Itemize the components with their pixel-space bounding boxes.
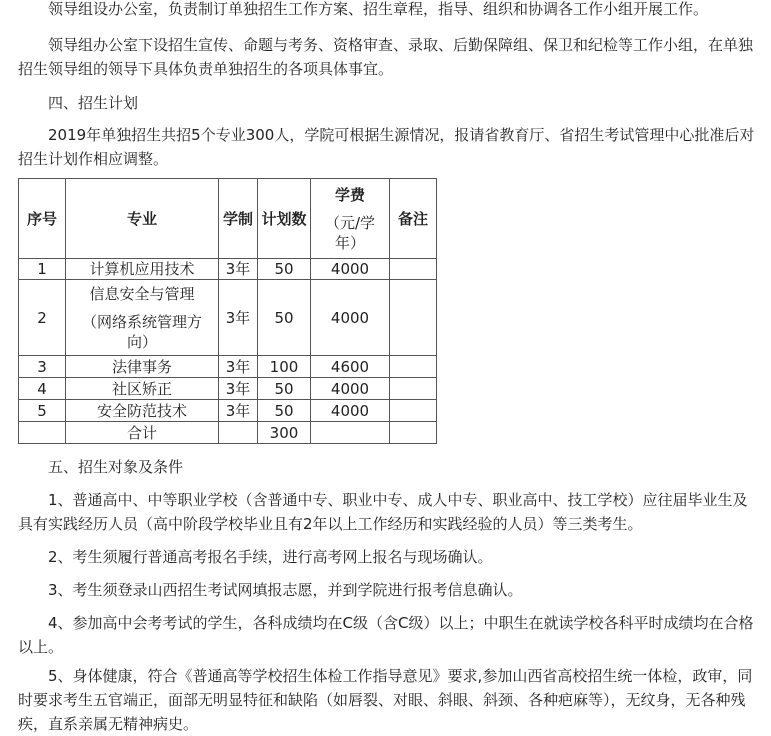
paragraph-condition-3: 3、考生须登录山西招生考试网填报志愿，并到学院进行报考信息确认。 — [48, 581, 523, 599]
cell-fee — [311, 422, 390, 444]
cell-major — [66, 280, 219, 356]
table-header-row — [19, 179, 437, 259]
cell-note — [390, 378, 437, 400]
enrollment-plan-table — [18, 178, 437, 444]
section-heading-enrollment-plan: 四、招生计划 — [48, 94, 139, 112]
table-row — [19, 280, 437, 356]
cell-years: 3年 — [219, 280, 258, 356]
cell-plan: 50 — [258, 378, 311, 400]
header-fee-line3: 年） — [334, 233, 365, 252]
cell-note — [390, 280, 437, 356]
paragraph-office-duties: 领导组设办公室，负责制订单独招生工作方案、招生章程，指导、组织和协调各工作小组开展工作。 — [48, 0, 709, 18]
paragraph-condition-1: 1、普通高中、中等职业学校（含普通中专、职业中专、成人中专、职业高中、技工学校）应往届毕业生及具有实践经历人员（高中阶段学校毕业且有2年以上工作经历和实践经验的人员）等三类考生。 — [18, 491, 748, 533]
cell-major-line2: （网络系统管理方 — [81, 312, 202, 331]
cell-major: 计算机应用技术 — [66, 259, 219, 280]
cell-note — [390, 400, 437, 422]
header-fee — [311, 179, 390, 259]
cell-major-line1: 信息安全与管理 — [89, 284, 195, 303]
cell-no: 3 — [19, 356, 66, 378]
cell-major: 法律事务 — [66, 356, 219, 378]
cell-years: 3年 — [219, 259, 258, 280]
cell-no: 1 — [19, 259, 66, 280]
cell-years — [219, 422, 258, 444]
header-fee-line1: 学费 — [334, 185, 365, 204]
cell-total-label: 合计 — [66, 422, 219, 444]
cell-no: 4 — [19, 378, 66, 400]
cell-plan: 50 — [258, 259, 311, 280]
header-note: 备注 — [390, 179, 437, 259]
paragraph-working-groups: 领导组办公室下设招生宣传、命题与考务、资格审查、录取、后勤保障组、保卫和纪检等工作小组，在单独招生领导组的领导下具体负责单独招生的各项具体事宜。 — [18, 36, 754, 78]
cell-plan: 50 — [258, 400, 311, 422]
cell-fee: 4000 — [311, 378, 390, 400]
table-total-row — [19, 422, 437, 444]
cell-years: 3年 — [219, 356, 258, 378]
cell-plan: 50 — [258, 280, 311, 356]
cell-note — [390, 259, 437, 280]
cell-fee: 4600 — [311, 356, 390, 378]
cell-fee: 4000 — [311, 259, 390, 280]
cell-years: 3年 — [219, 400, 258, 422]
cell-total-plan: 300 — [258, 422, 311, 444]
cell-note — [390, 422, 437, 444]
cell-fee: 4000 — [311, 280, 390, 356]
cell-major: 社区矫正 — [66, 378, 219, 400]
paragraph-condition-4: 4、参加高中会考考试的学生，各科成绩均在C级（含C级）以上；中职生在就读学校各科平时成绩均在合格以上。 — [18, 614, 754, 656]
section-heading-eligibility: 五、招生对象及条件 — [48, 458, 184, 476]
table-row — [19, 378, 437, 400]
cell-plan: 100 — [258, 356, 311, 378]
table-row — [19, 259, 437, 280]
cell-years: 3年 — [219, 378, 258, 400]
paragraph-enrollment-plan: 2019年单独招生共招5个专业300人，学院可根据生源情况，报请省教育厅、省招生考试管理中心批准后对招生计划作相应调整。 — [18, 126, 755, 168]
header-major: 专业 — [66, 179, 219, 259]
header-plan: 计划数 — [258, 179, 311, 259]
table-row — [19, 356, 437, 378]
table-row — [19, 400, 437, 422]
cell-no: 5 — [19, 400, 66, 422]
cell-note — [390, 356, 437, 378]
paragraph-condition-2: 2、考生须履行普通高考报名手续，进行高考网上报名与现场确认。 — [48, 548, 493, 566]
header-fee-line2: （元/学 — [324, 213, 376, 232]
header-years: 学制 — [219, 179, 258, 259]
cell-no: 2 — [19, 280, 66, 356]
header-no: 序号 — [19, 179, 66, 259]
paragraph-condition-5: 5、身体健康，符合《普通高等学校招生体检工作指导意见》要求,参加山西省高校招生统一体检，政审，同时要求考生五官端正，面部无明显特征和缺陷（如唇裂、对眼、斜眼、斜颈、各种疤麻等），无纹身，无各种残疾，直系亲属无精神病史。 — [18, 667, 753, 733]
cell-major: 安全防范技术 — [66, 400, 219, 422]
cell-no — [19, 422, 66, 444]
cell-major-line3: 向） — [126, 332, 157, 351]
cell-fee: 4000 — [311, 400, 390, 422]
